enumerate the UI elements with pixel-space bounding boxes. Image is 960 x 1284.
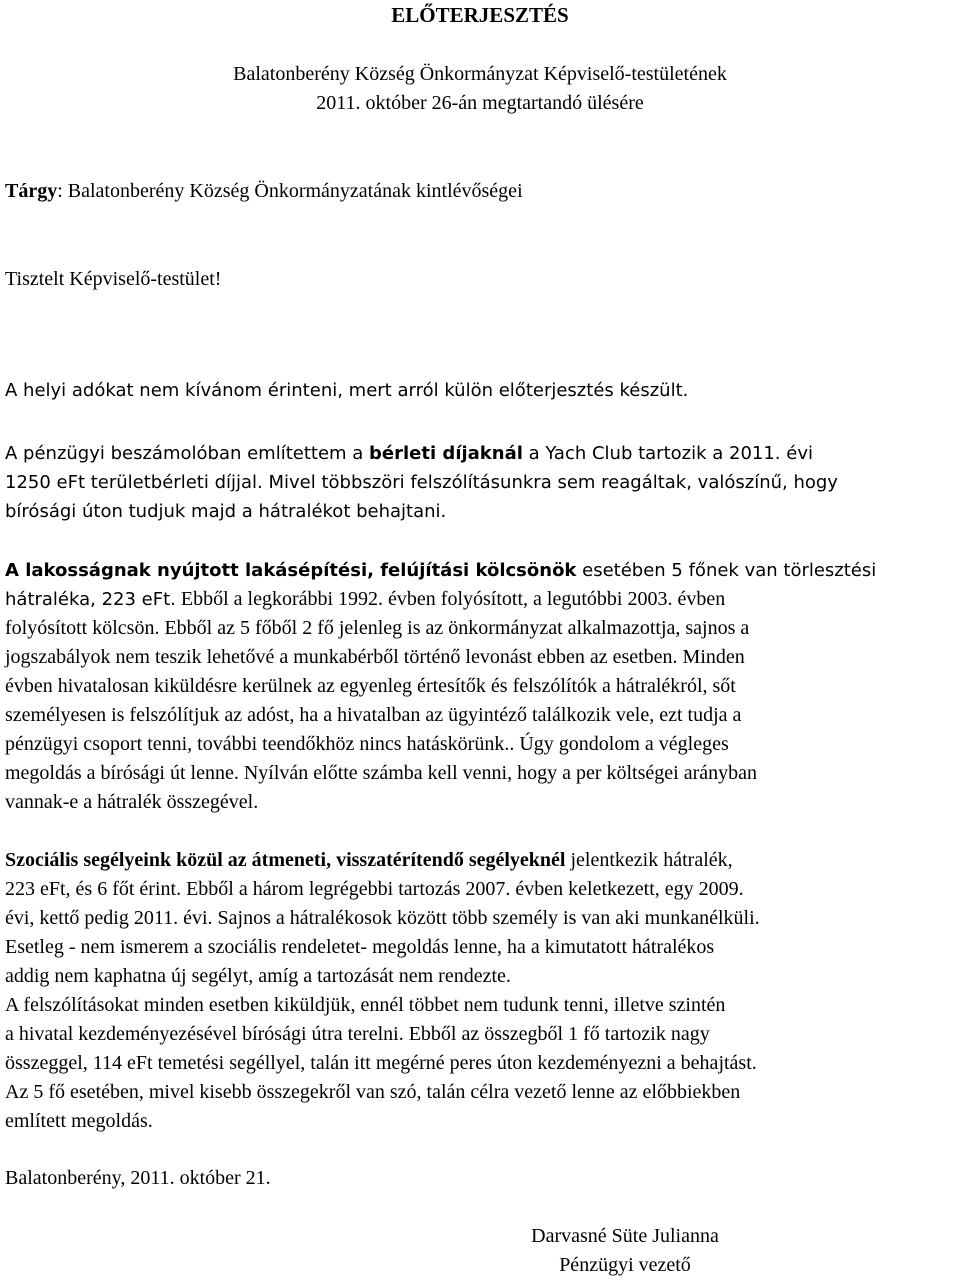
- paragraph-line: említett megoldás.: [5, 1110, 153, 1132]
- paragraph-local-taxes: A helyi adókat nem kívánom érinteni, mert arról külön előterjesztés készült.: [5, 380, 689, 401]
- subject-line: [5, 180, 523, 203]
- signature-name: Darvasné Süte Julianna: [531, 1225, 719, 1247]
- paragraph-line: bírósági úton tudjuk majd a hátralékot behajtani.: [5, 501, 447, 522]
- paragraph-line: 1250 eFt területbérleti díjjal. Mivel többszöri felszólításunkra sem reagáltak, valószínű, hogy: [5, 472, 838, 493]
- paragraph-line: 223 eFt, és 6 főt érint. Ebből a három legrégebbi tartozás 2007. évben keletkezett, egy 2009.: [5, 878, 744, 900]
- paragraph-line: pénzügyi csoport tenni, további teendőkhöz nincs hatáskörünk.. Úgy gondolom a végleges: [5, 733, 729, 755]
- paragraph-housing-loans: [5, 556, 955, 817]
- paragraph-line: összeggel, 114 eFt temetési segéllyel, talán itt megérné peres úton kezdeményezni a behajtást.: [5, 1052, 757, 1074]
- paragraph-line: A lakosságnak nyújtott lakásépítési, felújítási kölcsönök esetében 5 főnek van törlesztési: [5, 560, 877, 581]
- salutation: Tisztelt Képviselő-testület!: [5, 268, 222, 290]
- paragraph-line: megoldás a bírósági út lenne. Nyílván előtte számba kell venni, hogy a per költségei arányban: [5, 762, 757, 784]
- paragraph-line: évben hivatalosan kiküldésre kerülnek az egyenleg értesítők és felszólítók a hátralékról, sőt: [5, 675, 736, 697]
- subject-text: : Balatonberény Község Önkormányzatának kintlévőségei: [57, 180, 523, 202]
- addressee-line-2: 2011. október 26-án megtartandó ülésére: [316, 92, 644, 114]
- paragraph-line: hátraléka, 223 eFt. Ebből a legkorábbi 1992. évben folyósított, a legutóbbi 2003. évben: [5, 588, 726, 610]
- paragraph-line: személyesen is felszólítjuk az adóst, ha a hivatalban az ügyintéző találkozik vele, ezt tudja a: [5, 704, 742, 726]
- addressee-line-1: Balatonberény Község Önkormányzat Képviselő-testületének: [233, 63, 727, 85]
- paragraph-line: jogszabályok nem teszik lehetővé a munkabérből történő levonást ebben az esetben. Minden: [5, 646, 745, 668]
- paragraph-line: Esetleg - nem ismerem a szociális rendeletet- megoldás lenne, ha a kimutatott hátralékos: [5, 936, 715, 958]
- paragraph-line: Szociális segélyeink közül az átmeneti, visszatérítendő segélyeknél jelentkezik hátralék,: [5, 849, 733, 871]
- paragraph-social-aid: [5, 846, 955, 1136]
- paragraph-line: vannak-e a hátralék összegével.: [5, 791, 259, 813]
- paragraph-line: A pénzügyi beszámolóban említettem a bérleti díjaknál a Yach Club tartozik a 2011. évi: [5, 443, 813, 464]
- paragraph-line: addig nem kaphatna új segélyt, amíg a tartozását nem rendezte.: [5, 965, 511, 987]
- signature-role: Pénzügyi vezető: [559, 1254, 691, 1276]
- date-line: Balatonberény, 2011. október 21.: [5, 1167, 271, 1189]
- paragraph-line: A felszólításokat minden esetben kiküldjük, ennél többet nem tudunk tenni, illetve szintén: [5, 994, 726, 1016]
- subject-label: Tárgy: [5, 180, 58, 202]
- paragraph-rental-fees: [5, 439, 955, 526]
- document-title: ELŐTERJESZTÉS: [391, 3, 569, 27]
- paragraph-line: folyósított kölcsön. Ebből az 5 főből 2 fő jelenleg is az önkormányzat alkalmazottja, sajnos a: [5, 617, 750, 639]
- paragraph-line: évi, kettő pedig 2011. évi. Sajnos a hátralékosok között több személy is van aki munkanélküli.: [5, 907, 760, 929]
- paragraph-line: a hivatal kezdeményezésével bírósági útra terelni. Ebből az összegből 1 fő tartozik nagy: [5, 1023, 710, 1045]
- paragraph-line: Az 5 fő esetében, mivel kisebb összegekről van szó, talán célra vezető lenne az előbbiekben: [5, 1081, 741, 1103]
